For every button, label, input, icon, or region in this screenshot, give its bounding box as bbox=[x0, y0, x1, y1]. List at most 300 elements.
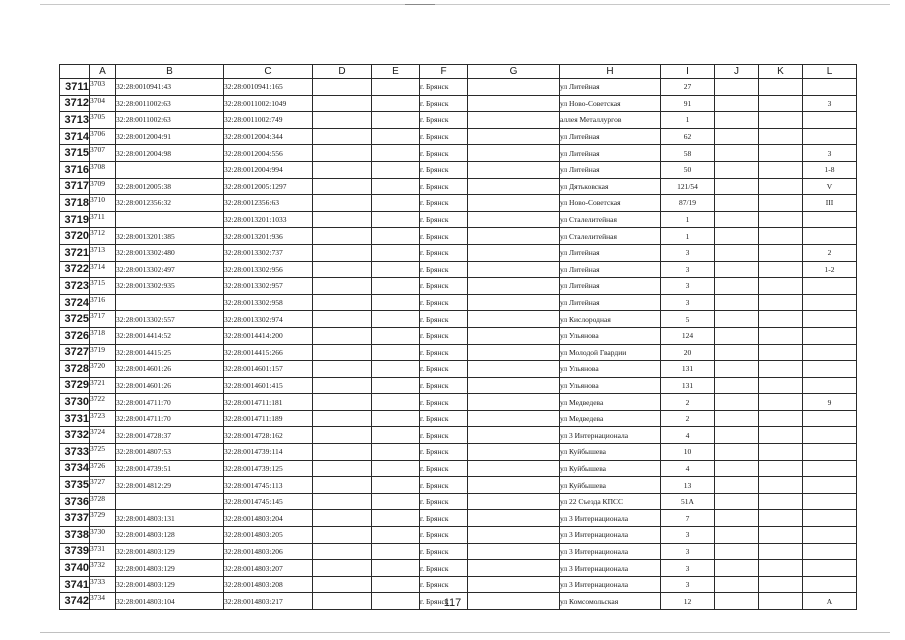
cell-c[interactable]: 32:28:0014601:157 bbox=[224, 361, 313, 378]
cell-f[interactable]: г. Брянск bbox=[420, 527, 468, 544]
cell-f[interactable]: г. Брянск bbox=[420, 79, 468, 96]
cell-l[interactable] bbox=[803, 228, 857, 245]
row-number-cell[interactable]: 3715 bbox=[60, 145, 90, 162]
cell-k[interactable] bbox=[759, 427, 803, 444]
cell-c[interactable]: 32:28:0010941:165 bbox=[224, 79, 313, 96]
cell-d[interactable] bbox=[313, 128, 372, 145]
cell-c[interactable]: 32:28:0014803:217 bbox=[224, 593, 313, 610]
cell-j[interactable] bbox=[715, 427, 759, 444]
cell-f[interactable]: г. Брянск bbox=[420, 112, 468, 129]
cell-f[interactable]: г. Брянск bbox=[420, 294, 468, 311]
cell-d[interactable] bbox=[313, 527, 372, 544]
cell-l[interactable]: 1-8 bbox=[803, 161, 857, 178]
cell-i[interactable]: 62 bbox=[661, 128, 715, 145]
cell-j[interactable] bbox=[715, 195, 759, 212]
cell-k[interactable] bbox=[759, 361, 803, 378]
cell-c[interactable]: 32:28:0014739:114 bbox=[224, 444, 313, 461]
cell-g[interactable] bbox=[468, 228, 560, 245]
cell-c[interactable]: 32:28:0014803:206 bbox=[224, 543, 313, 560]
cell-a[interactable]: 3733 bbox=[90, 576, 116, 593]
cell-b[interactable] bbox=[116, 161, 224, 178]
row-number-cell[interactable]: 3720 bbox=[60, 228, 90, 245]
cell-b[interactable]: 32:28:0012004:91 bbox=[116, 128, 224, 145]
cell-f[interactable]: г. Брянск bbox=[420, 377, 468, 394]
cell-h[interactable]: ул Литейная bbox=[560, 244, 661, 261]
cell-c[interactable]: 32:28:0014728:162 bbox=[224, 427, 313, 444]
cell-k[interactable] bbox=[759, 460, 803, 477]
cell-g[interactable] bbox=[468, 128, 560, 145]
row-number-cell[interactable]: 3742 bbox=[60, 593, 90, 610]
cell-k[interactable] bbox=[759, 410, 803, 427]
cell-l[interactable]: 3 bbox=[803, 145, 857, 162]
cell-b[interactable]: 32:28:0013302:557 bbox=[116, 311, 224, 328]
cell-e[interactable] bbox=[372, 278, 420, 295]
cell-k[interactable] bbox=[759, 261, 803, 278]
cell-l[interactable] bbox=[803, 493, 857, 510]
cell-a[interactable]: 3710 bbox=[90, 195, 116, 212]
cell-e[interactable] bbox=[372, 79, 420, 96]
cell-d[interactable] bbox=[313, 112, 372, 129]
cell-i[interactable]: 131 bbox=[661, 377, 715, 394]
row-number-cell[interactable]: 3731 bbox=[60, 410, 90, 427]
cell-f[interactable]: г. Брянск bbox=[420, 178, 468, 195]
cell-h[interactable]: ул Сталелитейная bbox=[560, 211, 661, 228]
cell-i[interactable]: 1 bbox=[661, 211, 715, 228]
cell-e[interactable] bbox=[372, 576, 420, 593]
cell-l[interactable] bbox=[803, 79, 857, 96]
row-number-cell[interactable]: 3732 bbox=[60, 427, 90, 444]
cell-a[interactable]: 3713 bbox=[90, 244, 116, 261]
cell-d[interactable] bbox=[313, 510, 372, 527]
cell-d[interactable] bbox=[313, 145, 372, 162]
cell-c[interactable]: 32:28:0012005:1297 bbox=[224, 178, 313, 195]
cell-g[interactable] bbox=[468, 178, 560, 195]
cell-i[interactable]: 3 bbox=[661, 576, 715, 593]
cell-e[interactable] bbox=[372, 261, 420, 278]
cell-k[interactable] bbox=[759, 576, 803, 593]
cell-g[interactable] bbox=[468, 244, 560, 261]
row-number-cell[interactable]: 3737 bbox=[60, 510, 90, 527]
cell-d[interactable] bbox=[313, 427, 372, 444]
row-number-cell[interactable]: 3717 bbox=[60, 178, 90, 195]
cell-b[interactable]: 32:28:0013302:497 bbox=[116, 261, 224, 278]
cell-g[interactable] bbox=[468, 261, 560, 278]
cell-g[interactable] bbox=[468, 211, 560, 228]
cell-a[interactable]: 3725 bbox=[90, 444, 116, 461]
cell-h[interactable]: ул 22 Съезда КПСС bbox=[560, 493, 661, 510]
cell-k[interactable] bbox=[759, 543, 803, 560]
cell-b[interactable]: 32:28:0013302:935 bbox=[116, 278, 224, 295]
column-header-k[interactable]: K bbox=[759, 65, 803, 79]
cell-i[interactable]: 58 bbox=[661, 145, 715, 162]
cell-c[interactable]: 32:28:0014414:200 bbox=[224, 327, 313, 344]
cell-c[interactable]: 32:28:0011002:749 bbox=[224, 112, 313, 129]
row-number-cell[interactable]: 3729 bbox=[60, 377, 90, 394]
cell-a[interactable]: 3729 bbox=[90, 510, 116, 527]
cell-j[interactable] bbox=[715, 444, 759, 461]
cell-a[interactable]: 3714 bbox=[90, 261, 116, 278]
cell-j[interactable] bbox=[715, 228, 759, 245]
cell-d[interactable] bbox=[313, 410, 372, 427]
cell-f[interactable]: г. Брянск bbox=[420, 244, 468, 261]
cell-e[interactable] bbox=[372, 195, 420, 212]
cell-f[interactable]: г. Брянск bbox=[420, 427, 468, 444]
cell-f[interactable]: г. Брянск bbox=[420, 278, 468, 295]
cell-a[interactable]: 3723 bbox=[90, 410, 116, 427]
cell-j[interactable] bbox=[715, 294, 759, 311]
cell-l[interactable] bbox=[803, 311, 857, 328]
cell-i[interactable]: 12 bbox=[661, 593, 715, 610]
cell-h[interactable]: ул 3 Интернационала bbox=[560, 576, 661, 593]
cell-d[interactable] bbox=[313, 211, 372, 228]
cell-g[interactable] bbox=[468, 510, 560, 527]
cell-k[interactable] bbox=[759, 493, 803, 510]
cell-b[interactable]: 32:28:0014711:70 bbox=[116, 394, 224, 411]
cell-a[interactable]: 3728 bbox=[90, 493, 116, 510]
cell-e[interactable] bbox=[372, 361, 420, 378]
cell-g[interactable] bbox=[468, 543, 560, 560]
cell-a[interactable]: 3722 bbox=[90, 394, 116, 411]
cell-e[interactable] bbox=[372, 294, 420, 311]
cell-g[interactable] bbox=[468, 195, 560, 212]
cell-g[interactable] bbox=[468, 444, 560, 461]
cell-e[interactable] bbox=[372, 394, 420, 411]
row-number-cell[interactable]: 3711 bbox=[60, 79, 90, 96]
cell-b[interactable]: 32:28:0011002:63 bbox=[116, 95, 224, 112]
cell-b[interactable]: 32:28:0014728:37 bbox=[116, 427, 224, 444]
cell-j[interactable] bbox=[715, 510, 759, 527]
cell-k[interactable] bbox=[759, 377, 803, 394]
cell-g[interactable] bbox=[468, 493, 560, 510]
cell-d[interactable] bbox=[313, 178, 372, 195]
cell-h[interactable]: ул Ульянова bbox=[560, 361, 661, 378]
cell-k[interactable] bbox=[759, 477, 803, 494]
cell-e[interactable] bbox=[372, 477, 420, 494]
cell-a[interactable]: 3721 bbox=[90, 377, 116, 394]
cell-b[interactable]: 32:28:0014803:131 bbox=[116, 510, 224, 527]
column-header-b[interactable]: B bbox=[116, 65, 224, 79]
cell-j[interactable] bbox=[715, 261, 759, 278]
cell-i[interactable]: 51А bbox=[661, 493, 715, 510]
cell-h[interactable]: ул Комсомольская bbox=[560, 593, 661, 610]
cell-b[interactable]: 32:28:0014803:129 bbox=[116, 543, 224, 560]
cell-k[interactable] bbox=[759, 145, 803, 162]
row-number-cell[interactable]: 3740 bbox=[60, 560, 90, 577]
row-number-cell[interactable]: 3712 bbox=[60, 95, 90, 112]
row-number-cell[interactable]: 3741 bbox=[60, 576, 90, 593]
cell-h[interactable]: ул Литейная bbox=[560, 294, 661, 311]
cell-a[interactable]: 3726 bbox=[90, 460, 116, 477]
cell-a[interactable]: 3711 bbox=[90, 211, 116, 228]
cell-c[interactable]: 32:28:0014739:125 bbox=[224, 460, 313, 477]
cell-b[interactable] bbox=[116, 211, 224, 228]
cell-l[interactable] bbox=[803, 427, 857, 444]
cell-j[interactable] bbox=[715, 543, 759, 560]
cell-a[interactable]: 3724 bbox=[90, 427, 116, 444]
cell-e[interactable] bbox=[372, 460, 420, 477]
cell-a[interactable]: 3703 bbox=[90, 79, 116, 96]
cell-g[interactable] bbox=[468, 410, 560, 427]
cell-g[interactable] bbox=[468, 145, 560, 162]
cell-c[interactable]: 32:28:0014803:204 bbox=[224, 510, 313, 527]
cell-l[interactable] bbox=[803, 477, 857, 494]
cell-k[interactable] bbox=[759, 294, 803, 311]
cell-d[interactable] bbox=[313, 79, 372, 96]
cell-d[interactable] bbox=[313, 394, 372, 411]
column-header-e[interactable]: E bbox=[372, 65, 420, 79]
row-number-cell[interactable]: 3736 bbox=[60, 493, 90, 510]
cell-c[interactable]: 32:28:0014601:415 bbox=[224, 377, 313, 394]
cell-k[interactable] bbox=[759, 394, 803, 411]
cell-g[interactable] bbox=[468, 361, 560, 378]
cell-g[interactable] bbox=[468, 161, 560, 178]
cell-a[interactable]: 3727 bbox=[90, 477, 116, 494]
cell-f[interactable]: г. Брянск bbox=[420, 95, 468, 112]
cell-f[interactable]: г. Брянск bbox=[420, 128, 468, 145]
cell-c[interactable]: 32:28:0013302:974 bbox=[224, 311, 313, 328]
cell-h[interactable]: ул Медведева bbox=[560, 394, 661, 411]
cell-l[interactable] bbox=[803, 576, 857, 593]
row-number-cell[interactable]: 3723 bbox=[60, 278, 90, 295]
cell-l[interactable] bbox=[803, 128, 857, 145]
row-number-cell[interactable]: 3735 bbox=[60, 477, 90, 494]
cell-l[interactable] bbox=[803, 327, 857, 344]
cell-i[interactable]: 91 bbox=[661, 95, 715, 112]
cell-k[interactable] bbox=[759, 128, 803, 145]
cell-i[interactable]: 2 bbox=[661, 394, 715, 411]
cell-k[interactable] bbox=[759, 510, 803, 527]
cell-l[interactable] bbox=[803, 211, 857, 228]
cell-c[interactable]: 32:28:0014415:266 bbox=[224, 344, 313, 361]
column-header-h[interactable]: H bbox=[560, 65, 661, 79]
cell-l[interactable] bbox=[803, 377, 857, 394]
cell-j[interactable] bbox=[715, 493, 759, 510]
cell-a[interactable]: 3706 bbox=[90, 128, 116, 145]
cell-b[interactable]: 32:28:0011002:63 bbox=[116, 112, 224, 129]
cell-i[interactable]: 3 bbox=[661, 244, 715, 261]
cell-c[interactable]: 32:28:0013302:737 bbox=[224, 244, 313, 261]
row-number-cell[interactable]: 3719 bbox=[60, 211, 90, 228]
cell-g[interactable] bbox=[468, 327, 560, 344]
cell-g[interactable] bbox=[468, 576, 560, 593]
cell-g[interactable] bbox=[468, 427, 560, 444]
cell-h[interactable]: ул Ульянова bbox=[560, 377, 661, 394]
cell-k[interactable] bbox=[759, 311, 803, 328]
cell-j[interactable] bbox=[715, 361, 759, 378]
cell-l[interactable] bbox=[803, 112, 857, 129]
cell-e[interactable] bbox=[372, 128, 420, 145]
cell-g[interactable] bbox=[468, 560, 560, 577]
cell-i[interactable]: 4 bbox=[661, 460, 715, 477]
cell-l[interactable] bbox=[803, 361, 857, 378]
cell-b[interactable]: 32:28:0014739:51 bbox=[116, 460, 224, 477]
cell-l[interactable] bbox=[803, 460, 857, 477]
cell-c[interactable]: 32:28:0012004:994 bbox=[224, 161, 313, 178]
cell-k[interactable] bbox=[759, 527, 803, 544]
cell-i[interactable]: 2 bbox=[661, 410, 715, 427]
cell-k[interactable] bbox=[759, 560, 803, 577]
cell-j[interactable] bbox=[715, 460, 759, 477]
column-header-d[interactable]: D bbox=[313, 65, 372, 79]
row-number-cell[interactable]: 3716 bbox=[60, 161, 90, 178]
cell-f[interactable]: г. Брянск bbox=[420, 311, 468, 328]
cell-h[interactable]: ул Литейная bbox=[560, 128, 661, 145]
row-number-cell[interactable]: 3730 bbox=[60, 394, 90, 411]
cell-f[interactable]: г. Брянск bbox=[420, 460, 468, 477]
cell-i[interactable]: 3 bbox=[661, 278, 715, 295]
cell-f[interactable]: г. Брянск bbox=[420, 344, 468, 361]
cell-k[interactable] bbox=[759, 344, 803, 361]
cell-i[interactable]: 4 bbox=[661, 427, 715, 444]
cell-b[interactable]: 32:28:0014415:25 bbox=[116, 344, 224, 361]
row-number-cell[interactable]: 3739 bbox=[60, 543, 90, 560]
cell-i[interactable]: 13 bbox=[661, 477, 715, 494]
cell-a[interactable]: 3705 bbox=[90, 112, 116, 129]
cell-j[interactable] bbox=[715, 344, 759, 361]
cell-l[interactable] bbox=[803, 344, 857, 361]
cell-c[interactable]: 32:28:0011002:1049 bbox=[224, 95, 313, 112]
row-number-cell[interactable]: 3718 bbox=[60, 195, 90, 212]
cell-h[interactable]: ул Литейная bbox=[560, 278, 661, 295]
cell-g[interactable] bbox=[468, 377, 560, 394]
cell-d[interactable] bbox=[313, 95, 372, 112]
cell-b[interactable]: 32:28:0012005:38 bbox=[116, 178, 224, 195]
cell-f[interactable]: г. Брянск bbox=[420, 477, 468, 494]
cell-e[interactable] bbox=[372, 527, 420, 544]
cell-d[interactable] bbox=[313, 543, 372, 560]
cell-e[interactable] bbox=[372, 493, 420, 510]
cell-e[interactable] bbox=[372, 178, 420, 195]
row-number-cell[interactable]: 3738 bbox=[60, 527, 90, 544]
cell-b[interactable]: 32:28:0013302:480 bbox=[116, 244, 224, 261]
column-header-i[interactable]: I bbox=[661, 65, 715, 79]
cell-h[interactable]: ул 3 Интернационала bbox=[560, 527, 661, 544]
cell-e[interactable] bbox=[372, 95, 420, 112]
cell-b[interactable] bbox=[116, 493, 224, 510]
cell-e[interactable] bbox=[372, 344, 420, 361]
cell-e[interactable] bbox=[372, 327, 420, 344]
cell-i[interactable]: 3 bbox=[661, 560, 715, 577]
cell-l[interactable] bbox=[803, 527, 857, 544]
cell-e[interactable] bbox=[372, 543, 420, 560]
row-number-cell[interactable]: 3713 bbox=[60, 112, 90, 129]
row-number-cell[interactable]: 3724 bbox=[60, 294, 90, 311]
cell-i[interactable]: 124 bbox=[661, 327, 715, 344]
cell-d[interactable] bbox=[313, 278, 372, 295]
cell-e[interactable] bbox=[372, 112, 420, 129]
cell-l[interactable]: III bbox=[803, 195, 857, 212]
cell-i[interactable]: 3 bbox=[661, 527, 715, 544]
cell-g[interactable] bbox=[468, 344, 560, 361]
cell-a[interactable]: 3734 bbox=[90, 593, 116, 610]
cell-f[interactable]: г. Брянск bbox=[420, 410, 468, 427]
row-number-cell[interactable]: 3726 bbox=[60, 327, 90, 344]
cell-e[interactable] bbox=[372, 311, 420, 328]
cell-i[interactable]: 1 bbox=[661, 112, 715, 129]
cell-h[interactable]: ул Медведева bbox=[560, 410, 661, 427]
cell-h[interactable]: ул 3 Интернационала bbox=[560, 560, 661, 577]
cell-a[interactable]: 3719 bbox=[90, 344, 116, 361]
cell-h[interactable]: ул Литейная bbox=[560, 79, 661, 96]
cell-h[interactable]: ул Литейная bbox=[560, 161, 661, 178]
cell-b[interactable]: 32:28:0014414:52 bbox=[116, 327, 224, 344]
row-number-cell[interactable]: 3725 bbox=[60, 311, 90, 328]
cell-b[interactable]: 32:28:0012356:32 bbox=[116, 195, 224, 212]
cell-b[interactable]: 32:28:0012004:98 bbox=[116, 145, 224, 162]
cell-l[interactable] bbox=[803, 543, 857, 560]
cell-j[interactable] bbox=[715, 178, 759, 195]
cell-j[interactable] bbox=[715, 79, 759, 96]
cell-c[interactable]: 32:28:0014803:205 bbox=[224, 527, 313, 544]
cell-h[interactable]: ул Дятьковская bbox=[560, 178, 661, 195]
cell-k[interactable] bbox=[759, 112, 803, 129]
cell-e[interactable] bbox=[372, 377, 420, 394]
cell-d[interactable] bbox=[313, 361, 372, 378]
cell-d[interactable] bbox=[313, 311, 372, 328]
cell-k[interactable] bbox=[759, 161, 803, 178]
cell-k[interactable] bbox=[759, 95, 803, 112]
cell-k[interactable] bbox=[759, 444, 803, 461]
cell-h[interactable]: аллея Металлургов bbox=[560, 112, 661, 129]
cell-c[interactable]: 32:28:0014745:113 bbox=[224, 477, 313, 494]
cell-l[interactable]: 9 bbox=[803, 394, 857, 411]
cell-j[interactable] bbox=[715, 145, 759, 162]
cell-f[interactable]: г. Брянск bbox=[420, 593, 468, 610]
cell-l[interactable] bbox=[803, 510, 857, 527]
cell-e[interactable] bbox=[372, 444, 420, 461]
cell-d[interactable] bbox=[313, 195, 372, 212]
cell-c[interactable]: 32:28:0012004:556 bbox=[224, 145, 313, 162]
cell-c[interactable]: 32:28:0014745:145 bbox=[224, 493, 313, 510]
cell-d[interactable] bbox=[313, 161, 372, 178]
cell-j[interactable] bbox=[715, 477, 759, 494]
cell-h[interactable]: ул Куйбышева bbox=[560, 460, 661, 477]
cell-d[interactable] bbox=[313, 444, 372, 461]
cell-f[interactable]: г. Брянск bbox=[420, 327, 468, 344]
cell-j[interactable] bbox=[715, 211, 759, 228]
cell-g[interactable] bbox=[468, 477, 560, 494]
cell-a[interactable]: 3716 bbox=[90, 294, 116, 311]
cell-d[interactable] bbox=[313, 493, 372, 510]
cell-a[interactable]: 3720 bbox=[90, 361, 116, 378]
cell-d[interactable] bbox=[313, 377, 372, 394]
cell-h[interactable]: ул Кислородная bbox=[560, 311, 661, 328]
cell-i[interactable]: 3 bbox=[661, 261, 715, 278]
cell-l[interactable]: 3 bbox=[803, 95, 857, 112]
cell-l[interactable]: 1-2 bbox=[803, 261, 857, 278]
cell-f[interactable]: г. Брянск bbox=[420, 195, 468, 212]
cell-c[interactable]: 32:28:0013201:1033 bbox=[224, 211, 313, 228]
cell-i[interactable]: 87/19 bbox=[661, 195, 715, 212]
cell-g[interactable] bbox=[468, 294, 560, 311]
cell-c[interactable]: 32:28:0012356:63 bbox=[224, 195, 313, 212]
cell-f[interactable]: г. Брянск bbox=[420, 576, 468, 593]
cell-e[interactable] bbox=[372, 161, 420, 178]
cell-b[interactable]: 32:28:0014601:26 bbox=[116, 377, 224, 394]
cell-h[interactable]: ул 3 Интернационала bbox=[560, 510, 661, 527]
cell-c[interactable]: 32:28:0013302:957 bbox=[224, 278, 313, 295]
cell-b[interactable]: 32:28:0014803:128 bbox=[116, 527, 224, 544]
cell-f[interactable]: г. Брянск bbox=[420, 560, 468, 577]
cell-a[interactable]: 3717 bbox=[90, 311, 116, 328]
cell-i[interactable]: 131 bbox=[661, 361, 715, 378]
cell-j[interactable] bbox=[715, 128, 759, 145]
cell-d[interactable] bbox=[313, 294, 372, 311]
cell-d[interactable] bbox=[313, 560, 372, 577]
cell-f[interactable]: г. Брянск bbox=[420, 261, 468, 278]
cell-g[interactable] bbox=[468, 278, 560, 295]
cell-f[interactable]: г. Брянск bbox=[420, 394, 468, 411]
